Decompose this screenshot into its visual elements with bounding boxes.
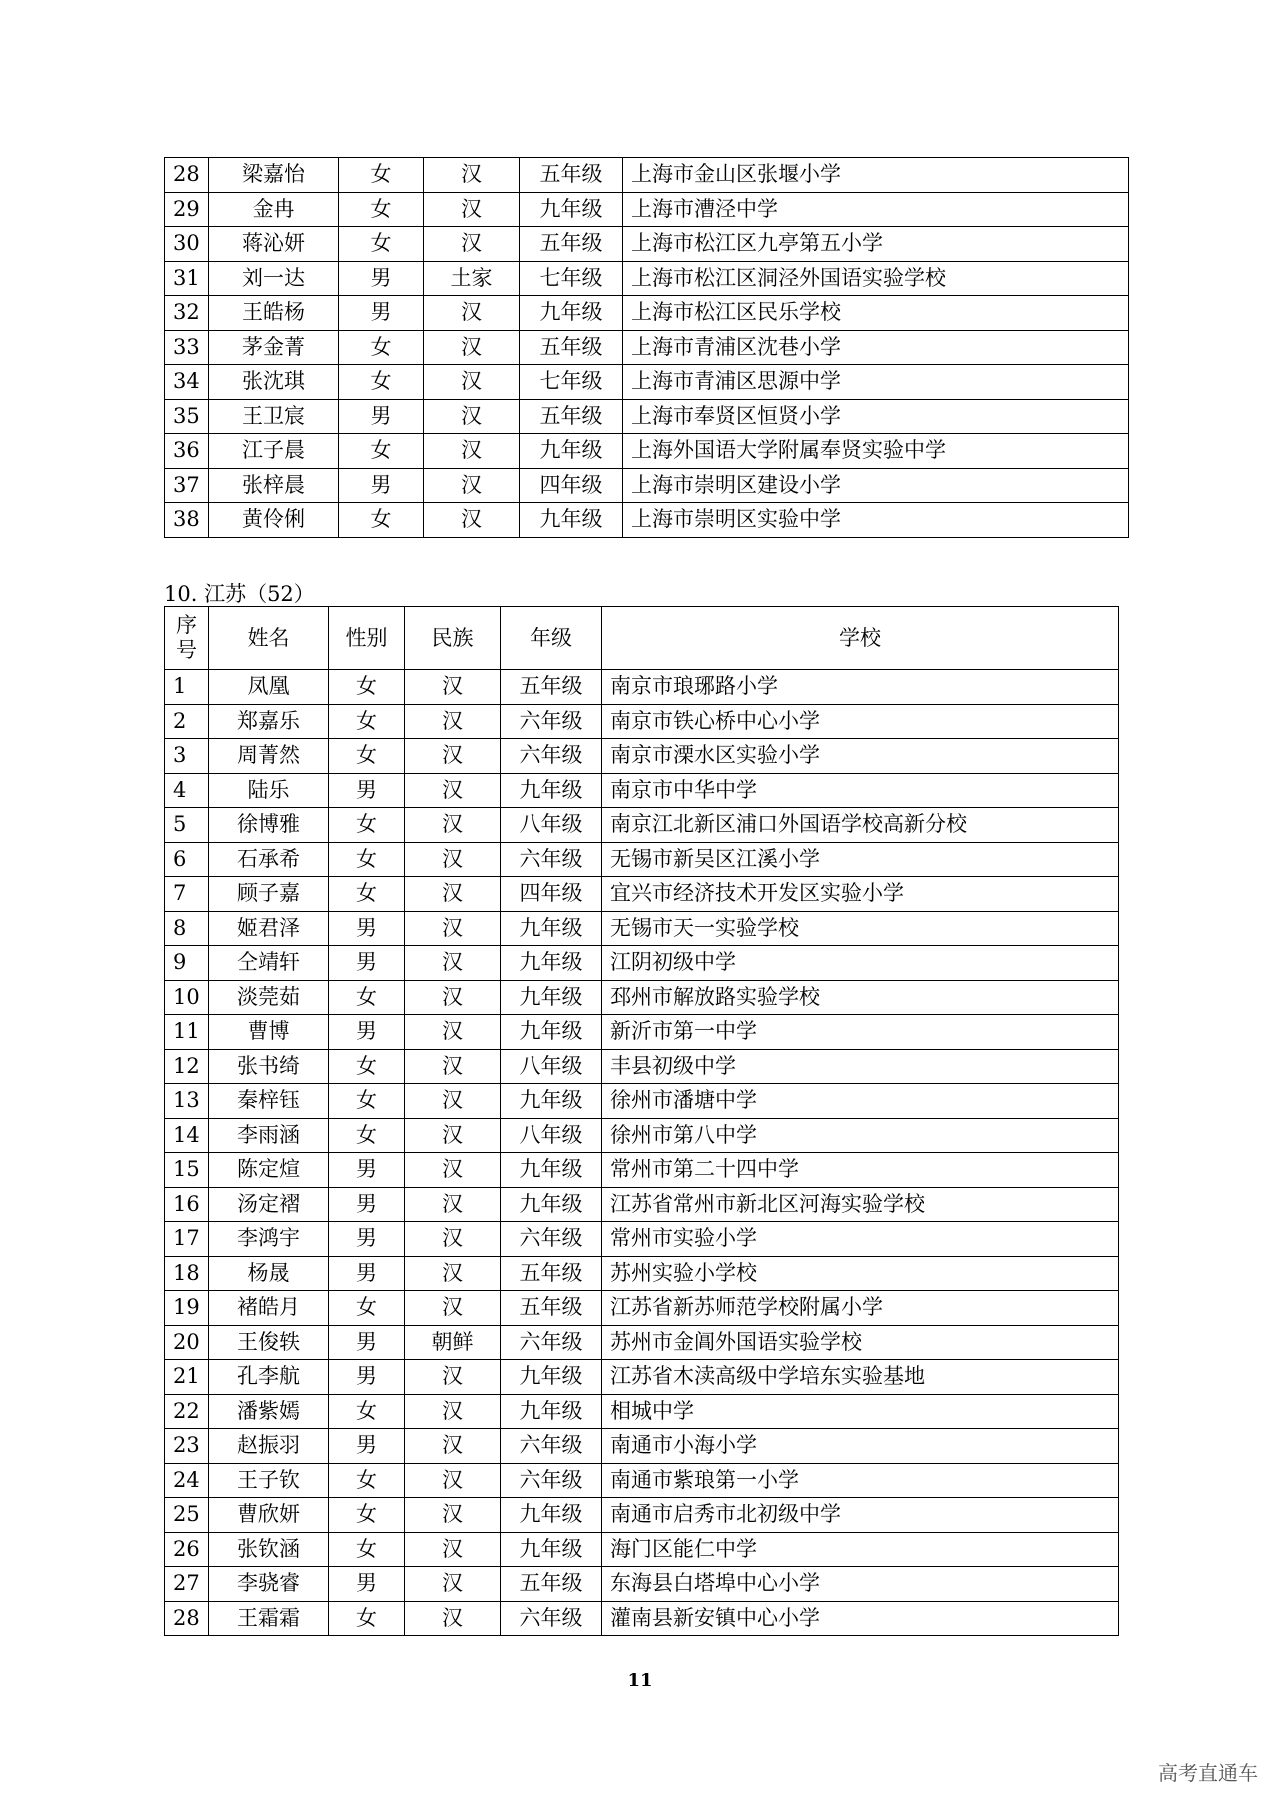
cell-name: 秦梓钰 bbox=[209, 1084, 329, 1119]
cell-grade: 九年级 bbox=[501, 911, 602, 946]
cell-ethnicity: 汉 bbox=[424, 227, 520, 262]
cell-name: 金冉 bbox=[209, 192, 339, 227]
cell-seq: 9 bbox=[165, 946, 209, 981]
cell-grade: 六年级 bbox=[501, 1463, 602, 1498]
cell-school: 无锡市新吴区江溪小学 bbox=[602, 842, 1119, 877]
table-row bbox=[165, 1394, 1119, 1429]
cell-grade: 八年级 bbox=[501, 1118, 602, 1153]
cell-gender: 女 bbox=[329, 1394, 405, 1429]
cell-school: 南京江北新区浦口外国语学校高新分校 bbox=[602, 808, 1119, 843]
cell-gender: 男 bbox=[329, 773, 405, 808]
cell-grade: 六年级 bbox=[501, 704, 602, 739]
cell-school: 上海市青浦区沈巷小学 bbox=[623, 330, 1129, 365]
table-row bbox=[165, 468, 1129, 503]
cell-name: 张钦涵 bbox=[209, 1532, 329, 1567]
table-row bbox=[165, 808, 1119, 843]
cell-name: 仝靖轩 bbox=[209, 946, 329, 981]
table-row bbox=[165, 1222, 1119, 1257]
cell-school: 南通市紫琅第一小学 bbox=[602, 1463, 1119, 1498]
cell-school: 南京市铁心桥中心小学 bbox=[602, 704, 1119, 739]
table-row bbox=[165, 946, 1119, 981]
cell-grade: 八年级 bbox=[501, 808, 602, 843]
cell-ethnicity: 汉 bbox=[424, 399, 520, 434]
shanghai-student-table bbox=[164, 157, 1129, 538]
cell-seq: 1 bbox=[165, 670, 209, 705]
table-row bbox=[165, 365, 1129, 400]
cell-seq: 20 bbox=[165, 1325, 209, 1360]
cell-seq: 13 bbox=[165, 1084, 209, 1119]
cell-name: 李鸿宇 bbox=[209, 1222, 329, 1257]
table-row bbox=[165, 670, 1119, 705]
cell-ethnicity: 汉 bbox=[424, 468, 520, 503]
cell-ethnicity: 汉 bbox=[405, 808, 501, 843]
cell-grade: 八年级 bbox=[501, 1049, 602, 1084]
cell-name: 潘紫嫣 bbox=[209, 1394, 329, 1429]
cell-grade: 五年级 bbox=[520, 158, 623, 193]
cell-grade: 九年级 bbox=[501, 946, 602, 981]
cell-gender: 男 bbox=[329, 1567, 405, 1602]
table-row bbox=[165, 192, 1129, 227]
cell-name: 赵振羽 bbox=[209, 1429, 329, 1464]
jiangsu-table-header bbox=[165, 607, 1119, 670]
cell-school: 丰县初级中学 bbox=[602, 1049, 1119, 1084]
cell-gender: 男 bbox=[339, 261, 424, 296]
cell-ethnicity: 汉 bbox=[405, 1532, 501, 1567]
cell-gender: 男 bbox=[329, 911, 405, 946]
cell-gender: 男 bbox=[329, 1153, 405, 1188]
cell-school: 无锡市天一实验学校 bbox=[602, 911, 1119, 946]
cell-seq: 28 bbox=[165, 1601, 209, 1636]
table-row bbox=[165, 877, 1119, 912]
cell-ethnicity: 汉 bbox=[405, 1567, 501, 1602]
cell-seq: 28 bbox=[165, 158, 209, 193]
table-row bbox=[165, 1015, 1119, 1050]
cell-seq: 21 bbox=[165, 1360, 209, 1395]
cell-name: 黄伶俐 bbox=[209, 503, 339, 538]
cell-ethnicity: 汉 bbox=[405, 1222, 501, 1257]
cell-school: 苏州市金阊外国语实验学校 bbox=[602, 1325, 1119, 1360]
cell-gender: 男 bbox=[329, 1360, 405, 1395]
cell-school: 苏州实验小学校 bbox=[602, 1256, 1119, 1291]
cell-grade: 六年级 bbox=[501, 1429, 602, 1464]
cell-grade: 五年级 bbox=[501, 1291, 602, 1326]
cell-gender: 女 bbox=[339, 158, 424, 193]
cell-name: 杨晟 bbox=[209, 1256, 329, 1291]
cell-gender: 女 bbox=[329, 877, 405, 912]
cell-ethnicity: 汉 bbox=[405, 1394, 501, 1429]
cell-name: 茅金菁 bbox=[209, 330, 339, 365]
cell-name: 王皓杨 bbox=[209, 296, 339, 331]
cell-school: 海门区能仁中学 bbox=[602, 1532, 1119, 1567]
cell-seq: 31 bbox=[165, 261, 209, 296]
cell-seq: 16 bbox=[165, 1187, 209, 1222]
cell-gender: 女 bbox=[339, 503, 424, 538]
cell-ethnicity: 汉 bbox=[424, 192, 520, 227]
cell-school: 东海县白塔埠中心小学 bbox=[602, 1567, 1119, 1602]
cell-name: 张沈琪 bbox=[209, 365, 339, 400]
cell-grade: 九年级 bbox=[520, 296, 623, 331]
cell-school: 南通市小海小学 bbox=[602, 1429, 1119, 1464]
cell-gender: 女 bbox=[339, 365, 424, 400]
section-heading-jiangsu: 10. 江苏（52） bbox=[164, 582, 315, 606]
cell-name: 孔李航 bbox=[209, 1360, 329, 1395]
cell-grade: 九年级 bbox=[501, 1084, 602, 1119]
cell-name: 王子钦 bbox=[209, 1463, 329, 1498]
table-row bbox=[165, 330, 1129, 365]
cell-seq: 11 bbox=[165, 1015, 209, 1050]
cell-ethnicity: 汉 bbox=[405, 842, 501, 877]
cell-ethnicity: 汉 bbox=[405, 739, 501, 774]
cell-school: 上海市漕泾中学 bbox=[623, 192, 1129, 227]
cell-gender: 男 bbox=[329, 1325, 405, 1360]
cell-gender: 女 bbox=[329, 704, 405, 739]
header-seq-top: 序 bbox=[176, 612, 197, 637]
cell-gender: 男 bbox=[329, 1015, 405, 1050]
cell-seq: 12 bbox=[165, 1049, 209, 1084]
cell-gender: 男 bbox=[339, 399, 424, 434]
cell-grade: 五年级 bbox=[520, 399, 623, 434]
cell-name: 刘一达 bbox=[209, 261, 339, 296]
cell-name: 陆乐 bbox=[209, 773, 329, 808]
table-row bbox=[165, 296, 1129, 331]
table-row bbox=[165, 739, 1119, 774]
cell-ethnicity: 汉 bbox=[405, 773, 501, 808]
table-row bbox=[165, 911, 1119, 946]
cell-gender: 女 bbox=[329, 1498, 405, 1533]
cell-grade: 六年级 bbox=[501, 1222, 602, 1257]
cell-ethnicity: 汉 bbox=[405, 1256, 501, 1291]
cell-gender: 男 bbox=[329, 1187, 405, 1222]
cell-ethnicity: 汉 bbox=[405, 1084, 501, 1119]
table-row bbox=[165, 1325, 1119, 1360]
cell-ethnicity: 汉 bbox=[405, 1429, 501, 1464]
cell-seq: 7 bbox=[165, 877, 209, 912]
table-row bbox=[165, 434, 1129, 469]
cell-name: 陈定煊 bbox=[209, 1153, 329, 1188]
cell-grade: 九年级 bbox=[501, 1187, 602, 1222]
cell-gender: 男 bbox=[339, 468, 424, 503]
cell-school: 常州市第二十四中学 bbox=[602, 1153, 1119, 1188]
cell-school: 上海市松江区民乐学校 bbox=[623, 296, 1129, 331]
cell-name: 徐博雅 bbox=[209, 808, 329, 843]
cell-name: 顾子嘉 bbox=[209, 877, 329, 912]
cell-grade: 五年级 bbox=[501, 1256, 602, 1291]
cell-grade: 六年级 bbox=[501, 1601, 602, 1636]
cell-gender: 女 bbox=[329, 980, 405, 1015]
table-row bbox=[165, 704, 1119, 739]
cell-gender: 女 bbox=[329, 670, 405, 705]
cell-grade: 九年级 bbox=[501, 1153, 602, 1188]
cell-ethnicity: 汉 bbox=[424, 296, 520, 331]
cell-grade: 九年级 bbox=[520, 192, 623, 227]
cell-ethnicity: 汉 bbox=[405, 911, 501, 946]
cell-name: 周菁然 bbox=[209, 739, 329, 774]
table-row bbox=[165, 261, 1129, 296]
cell-seq: 18 bbox=[165, 1256, 209, 1291]
table-row bbox=[165, 1498, 1119, 1533]
cell-name: 凤凰 bbox=[209, 670, 329, 705]
cell-seq: 34 bbox=[165, 365, 209, 400]
table-row bbox=[165, 1360, 1119, 1395]
cell-ethnicity: 汉 bbox=[405, 980, 501, 1015]
cell-gender: 男 bbox=[329, 1429, 405, 1464]
cell-seq: 29 bbox=[165, 192, 209, 227]
cell-school: 上海市松江区九亭第五小学 bbox=[623, 227, 1129, 262]
cell-ethnicity: 汉 bbox=[405, 1187, 501, 1222]
cell-name: 李雨涵 bbox=[209, 1118, 329, 1153]
cell-grade: 九年级 bbox=[501, 980, 602, 1015]
cell-name: 王霜霜 bbox=[209, 1601, 329, 1636]
cell-name: 曹博 bbox=[209, 1015, 329, 1050]
table-row bbox=[165, 1256, 1119, 1291]
cell-gender: 女 bbox=[329, 1291, 405, 1326]
cell-seq: 35 bbox=[165, 399, 209, 434]
jiangsu-table-body bbox=[165, 670, 1119, 1636]
cell-ethnicity: 汉 bbox=[424, 434, 520, 469]
cell-grade: 四年级 bbox=[520, 468, 623, 503]
cell-gender: 女 bbox=[329, 1601, 405, 1636]
cell-gender: 女 bbox=[339, 434, 424, 469]
cell-name: 江子晨 bbox=[209, 434, 339, 469]
cell-seq: 2 bbox=[165, 704, 209, 739]
cell-name: 蒋沁妍 bbox=[209, 227, 339, 262]
cell-school: 常州市实验小学 bbox=[602, 1222, 1119, 1257]
cell-gender: 女 bbox=[329, 842, 405, 877]
cell-school: 宜兴市经济技术开发区实验小学 bbox=[602, 877, 1119, 912]
cell-school: 南京市溧水区实验小学 bbox=[602, 739, 1119, 774]
cell-school: 上海市金山区张堰小学 bbox=[623, 158, 1129, 193]
cell-ethnicity: 汉 bbox=[405, 1498, 501, 1533]
table-row bbox=[165, 227, 1129, 262]
table-row bbox=[165, 503, 1129, 538]
cell-seq: 8 bbox=[165, 911, 209, 946]
cell-name: 郑嘉乐 bbox=[209, 704, 329, 739]
cell-gender: 女 bbox=[329, 1084, 405, 1119]
cell-name: 褚皓月 bbox=[209, 1291, 329, 1326]
header-grade: 年级 bbox=[501, 607, 602, 670]
cell-gender: 男 bbox=[329, 946, 405, 981]
cell-grade: 七年级 bbox=[520, 261, 623, 296]
cell-grade: 九年级 bbox=[501, 1015, 602, 1050]
table-row bbox=[165, 399, 1129, 434]
cell-grade: 九年级 bbox=[520, 503, 623, 538]
cell-grade: 五年级 bbox=[520, 227, 623, 262]
cell-school: 上海市松江区洞泾外国语实验学校 bbox=[623, 261, 1129, 296]
cell-name: 曹欣妍 bbox=[209, 1498, 329, 1533]
cell-ethnicity: 朝鲜 bbox=[405, 1325, 501, 1360]
cell-ethnicity: 汉 bbox=[405, 1360, 501, 1395]
cell-grade: 五年级 bbox=[501, 670, 602, 705]
table-row bbox=[165, 1601, 1119, 1636]
table-row bbox=[165, 1532, 1119, 1567]
cell-seq: 3 bbox=[165, 739, 209, 774]
cell-seq: 25 bbox=[165, 1498, 209, 1533]
cell-ethnicity: 汉 bbox=[405, 1015, 501, 1050]
cell-grade: 九年级 bbox=[520, 434, 623, 469]
cell-seq: 30 bbox=[165, 227, 209, 262]
cell-grade: 六年级 bbox=[501, 1325, 602, 1360]
cell-gender: 男 bbox=[339, 296, 424, 331]
cell-ethnicity: 汉 bbox=[405, 1118, 501, 1153]
table-row bbox=[165, 1049, 1119, 1084]
header-seq-bottom: 号 bbox=[176, 638, 197, 662]
cell-seq: 5 bbox=[165, 808, 209, 843]
cell-school: 江苏省常州市新北区河海实验学校 bbox=[602, 1187, 1119, 1222]
cell-ethnicity: 汉 bbox=[405, 1049, 501, 1084]
table-row bbox=[165, 1187, 1119, 1222]
cell-ethnicity: 汉 bbox=[405, 1153, 501, 1188]
cell-seq: 4 bbox=[165, 773, 209, 808]
cell-grade: 五年级 bbox=[501, 1567, 602, 1602]
cell-ethnicity: 汉 bbox=[405, 1463, 501, 1498]
cell-ethnicity: 汉 bbox=[405, 946, 501, 981]
cell-grade: 六年级 bbox=[501, 842, 602, 877]
cell-seq: 26 bbox=[165, 1532, 209, 1567]
header-gender: 性别 bbox=[329, 607, 405, 670]
cell-ethnicity: 汉 bbox=[424, 330, 520, 365]
cell-school: 南通市启秀市北初级中学 bbox=[602, 1498, 1119, 1533]
cell-name: 汤定褶 bbox=[209, 1187, 329, 1222]
table-row bbox=[165, 1291, 1119, 1326]
watermark: 高考直通车 bbox=[1158, 1761, 1258, 1785]
table-row bbox=[165, 773, 1119, 808]
table-row bbox=[165, 1153, 1119, 1188]
table-row bbox=[165, 1463, 1119, 1498]
cell-grade: 五年级 bbox=[520, 330, 623, 365]
cell-ethnicity: 汉 bbox=[405, 1601, 501, 1636]
cell-grade: 六年级 bbox=[501, 739, 602, 774]
cell-school: 上海市崇明区建设小学 bbox=[623, 468, 1129, 503]
table-row bbox=[165, 980, 1119, 1015]
cell-name: 石承希 bbox=[209, 842, 329, 877]
cell-ethnicity: 汉 bbox=[405, 877, 501, 912]
cell-seq: 23 bbox=[165, 1429, 209, 1464]
cell-grade: 四年级 bbox=[501, 877, 602, 912]
cell-school: 江阴初级中学 bbox=[602, 946, 1119, 981]
cell-school: 灌南县新安镇中心小学 bbox=[602, 1601, 1119, 1636]
cell-school: 新沂市第一中学 bbox=[602, 1015, 1119, 1050]
header-ethnicity: 民族 bbox=[405, 607, 501, 670]
cell-gender: 女 bbox=[329, 1118, 405, 1153]
cell-seq: 24 bbox=[165, 1463, 209, 1498]
header-seq bbox=[165, 607, 209, 670]
cell-ethnicity: 汉 bbox=[424, 503, 520, 538]
cell-school: 徐州市第八中学 bbox=[602, 1118, 1119, 1153]
cell-seq: 17 bbox=[165, 1222, 209, 1257]
cell-name: 姬君泽 bbox=[209, 911, 329, 946]
cell-gender: 女 bbox=[329, 808, 405, 843]
cell-ethnicity: 汉 bbox=[405, 1291, 501, 1326]
table-row bbox=[165, 1429, 1119, 1464]
cell-name: 梁嘉怡 bbox=[209, 158, 339, 193]
cell-seq: 27 bbox=[165, 1567, 209, 1602]
table-row bbox=[165, 158, 1129, 193]
cell-seq: 14 bbox=[165, 1118, 209, 1153]
cell-seq: 22 bbox=[165, 1394, 209, 1429]
jiangsu-student-table bbox=[164, 606, 1119, 1636]
cell-seq: 32 bbox=[165, 296, 209, 331]
cell-school: 南京市琅琊路小学 bbox=[602, 670, 1119, 705]
cell-school: 上海外国语大学附属奉贤实验中学 bbox=[623, 434, 1129, 469]
cell-grade: 九年级 bbox=[501, 773, 602, 808]
cell-name: 王俊轶 bbox=[209, 1325, 329, 1360]
table-row bbox=[165, 842, 1119, 877]
cell-school: 上海市崇明区实验中学 bbox=[623, 503, 1129, 538]
header-row bbox=[165, 607, 1119, 670]
cell-school: 南京市中华中学 bbox=[602, 773, 1119, 808]
cell-gender: 女 bbox=[339, 192, 424, 227]
shanghai-table-body bbox=[165, 158, 1129, 538]
cell-name: 李骁睿 bbox=[209, 1567, 329, 1602]
cell-ethnicity: 汉 bbox=[424, 158, 520, 193]
cell-seq: 38 bbox=[165, 503, 209, 538]
cell-school: 邳州市解放路实验学校 bbox=[602, 980, 1119, 1015]
cell-ethnicity: 汉 bbox=[405, 670, 501, 705]
cell-gender: 女 bbox=[329, 1049, 405, 1084]
cell-ethnicity: 汉 bbox=[424, 365, 520, 400]
header-name: 姓名 bbox=[209, 607, 329, 670]
cell-seq: 10 bbox=[165, 980, 209, 1015]
cell-school: 徐州市潘塘中学 bbox=[602, 1084, 1119, 1119]
table-row bbox=[165, 1567, 1119, 1602]
cell-seq: 6 bbox=[165, 842, 209, 877]
table-row bbox=[165, 1084, 1119, 1119]
cell-name: 张梓晨 bbox=[209, 468, 339, 503]
cell-name: 淡莞茹 bbox=[209, 980, 329, 1015]
cell-seq: 19 bbox=[165, 1291, 209, 1326]
cell-ethnicity: 土家 bbox=[424, 261, 520, 296]
page-number: 11 bbox=[627, 1670, 653, 1691]
cell-grade: 九年级 bbox=[501, 1532, 602, 1567]
cell-school: 江苏省新苏师范学校附属小学 bbox=[602, 1291, 1119, 1326]
cell-gender: 男 bbox=[329, 1256, 405, 1291]
cell-school: 相城中学 bbox=[602, 1394, 1119, 1429]
cell-gender: 女 bbox=[339, 330, 424, 365]
cell-gender: 女 bbox=[339, 227, 424, 262]
cell-gender: 女 bbox=[329, 1532, 405, 1567]
cell-seq: 37 bbox=[165, 468, 209, 503]
cell-seq: 15 bbox=[165, 1153, 209, 1188]
cell-school: 上海市奉贤区恒贤小学 bbox=[623, 399, 1129, 434]
cell-name: 王卫宸 bbox=[209, 399, 339, 434]
cell-school: 上海市青浦区思源中学 bbox=[623, 365, 1129, 400]
cell-ethnicity: 汉 bbox=[405, 704, 501, 739]
cell-name: 张书绮 bbox=[209, 1049, 329, 1084]
cell-grade: 九年级 bbox=[501, 1360, 602, 1395]
cell-gender: 女 bbox=[329, 1463, 405, 1498]
cell-seq: 33 bbox=[165, 330, 209, 365]
cell-school: 江苏省木渎高级中学培东实验基地 bbox=[602, 1360, 1119, 1395]
cell-gender: 男 bbox=[329, 1222, 405, 1257]
table-row bbox=[165, 1118, 1119, 1153]
header-school: 学校 bbox=[602, 607, 1119, 670]
cell-grade: 七年级 bbox=[520, 365, 623, 400]
cell-grade: 九年级 bbox=[501, 1394, 602, 1429]
cell-seq: 36 bbox=[165, 434, 209, 469]
cell-grade: 九年级 bbox=[501, 1498, 602, 1533]
cell-gender: 女 bbox=[329, 739, 405, 774]
